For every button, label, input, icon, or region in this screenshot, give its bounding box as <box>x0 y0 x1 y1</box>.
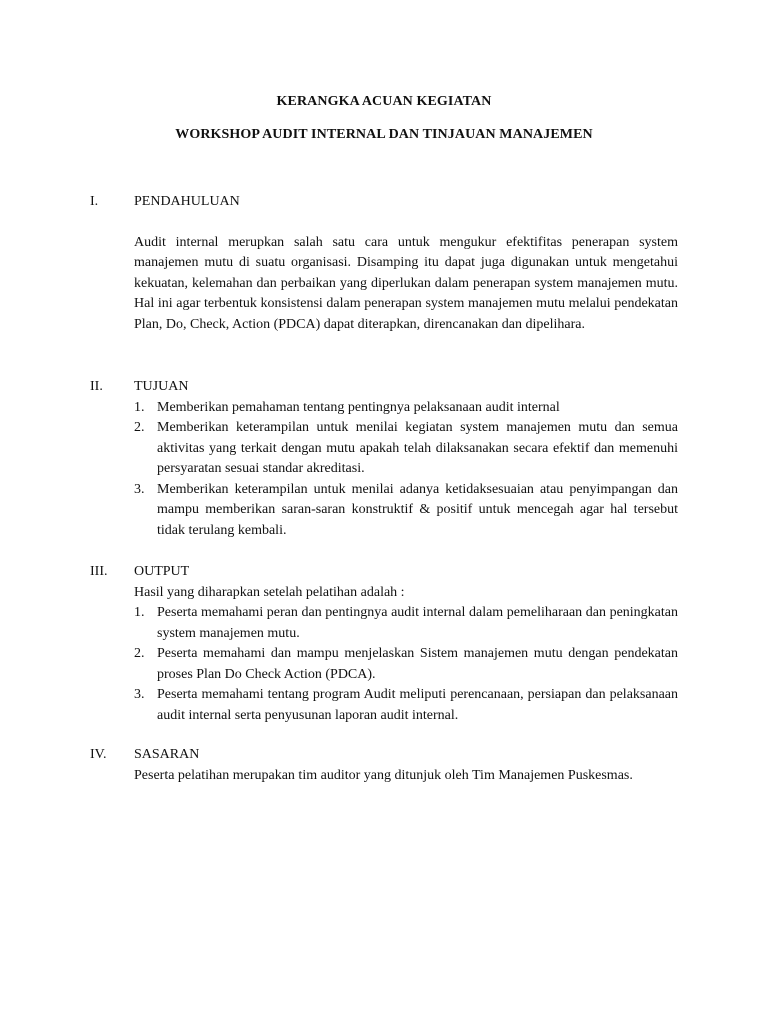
list-item-number: 3. <box>134 481 145 497</box>
section-number: IV. <box>90 747 107 762</box>
section-number: III. <box>90 564 108 579</box>
list-item <box>134 418 678 480</box>
list-item-text: Peserta memahami peran dan pentingnya audit internal dalam pemeliharaan dan peningkatan system manajemen mutu. <box>157 605 678 641</box>
list-item-number: 1. <box>134 605 145 620</box>
list-item <box>134 603 678 644</box>
list-item-number: 3. <box>134 687 145 702</box>
section-heading <box>90 562 678 583</box>
section-title: SASARAN <box>134 747 200 762</box>
list-item-number: 2. <box>134 646 145 661</box>
section-tujuan <box>90 377 678 541</box>
section-intro: Hasil yang diharapkan setelah pelatihan adalah : <box>134 584 405 600</box>
list-item <box>134 398 678 419</box>
section-heading <box>90 377 678 398</box>
list-item-text: Peserta memahami tentang program Audit meliputi perencanaan, persiapan dan pelaksanaan audit internal serta penyusunan laporan audit internal. <box>157 687 678 723</box>
section-output <box>90 562 678 726</box>
list-item-text: Peserta memahami dan mampu menjelaskan Sistem manajemen mutu dengan pendekatan proses Plan Do Check Action (PDCA). <box>157 646 678 682</box>
tujuan-list <box>134 398 678 542</box>
section-heading <box>90 745 678 766</box>
list-item <box>134 644 678 685</box>
list-item-number: 2. <box>134 420 145 435</box>
section-title: TUJUAN <box>134 379 189 394</box>
section-pendahuluan <box>90 192 678 335</box>
section-number: II. <box>90 379 103 394</box>
list-item <box>134 480 678 542</box>
list-item-text: Memberikan pemahaman tentang pentingnya pelaksanaan audit internal <box>157 399 560 415</box>
section-title: OUTPUT <box>134 564 190 579</box>
section-sasaran <box>90 745 678 786</box>
section-heading <box>90 192 678 213</box>
document-title: KERANGKA ACUAN KEGIATAN <box>276 94 492 109</box>
document-subtitle: WORKSHOP AUDIT INTERNAL DAN TINJAUAN MANAJEMEN <box>175 127 593 142</box>
list-item-number: 1. <box>134 399 145 415</box>
list-item <box>134 685 678 726</box>
list-item-text: Memberikan keterampilan untuk menilai kegiatan system manajemen mutu dan semua aktivitas yang terkait dengan mutu apakah telah dilaksanakan secara efektif dan memenuhi persyaratan sesuai standar akreditasi. <box>157 420 678 476</box>
section-paragraph: Peserta pelatihan merupakan tim auditor yang ditunjuk oleh Tim Manajemen Puskesmas. <box>134 767 633 783</box>
section-paragraph: Audit internal merupkan salah satu cara untuk mengukur efektifitas penerapan system manajemen mutu di suatu organisasi. Disamping itu dapat juga digunakan untuk mengetahui kekuatan, kelemahan dan perbaikan yang diperlukan dalam penerapan system manajemen mutu. Hal ini agar terbentuk konsistensi dalam penerapan system manajemen mutu melalui pendekatan Plan, Do, Check, Action (PDCA) dapat diterapkan, direncanakan dan dipelihara. <box>134 234 678 332</box>
output-list <box>134 603 678 726</box>
list-item-text: Memberikan keterampilan untuk menilai adanya ketidaksesuaian atau penyimpangan dan mampu memberikan saran-saran konstruktif & positif untuk mencegah agar hal tersebut tidak terulang kembali. <box>157 481 678 538</box>
section-number: I. <box>90 194 99 209</box>
section-title: PENDAHULUAN <box>134 194 240 209</box>
